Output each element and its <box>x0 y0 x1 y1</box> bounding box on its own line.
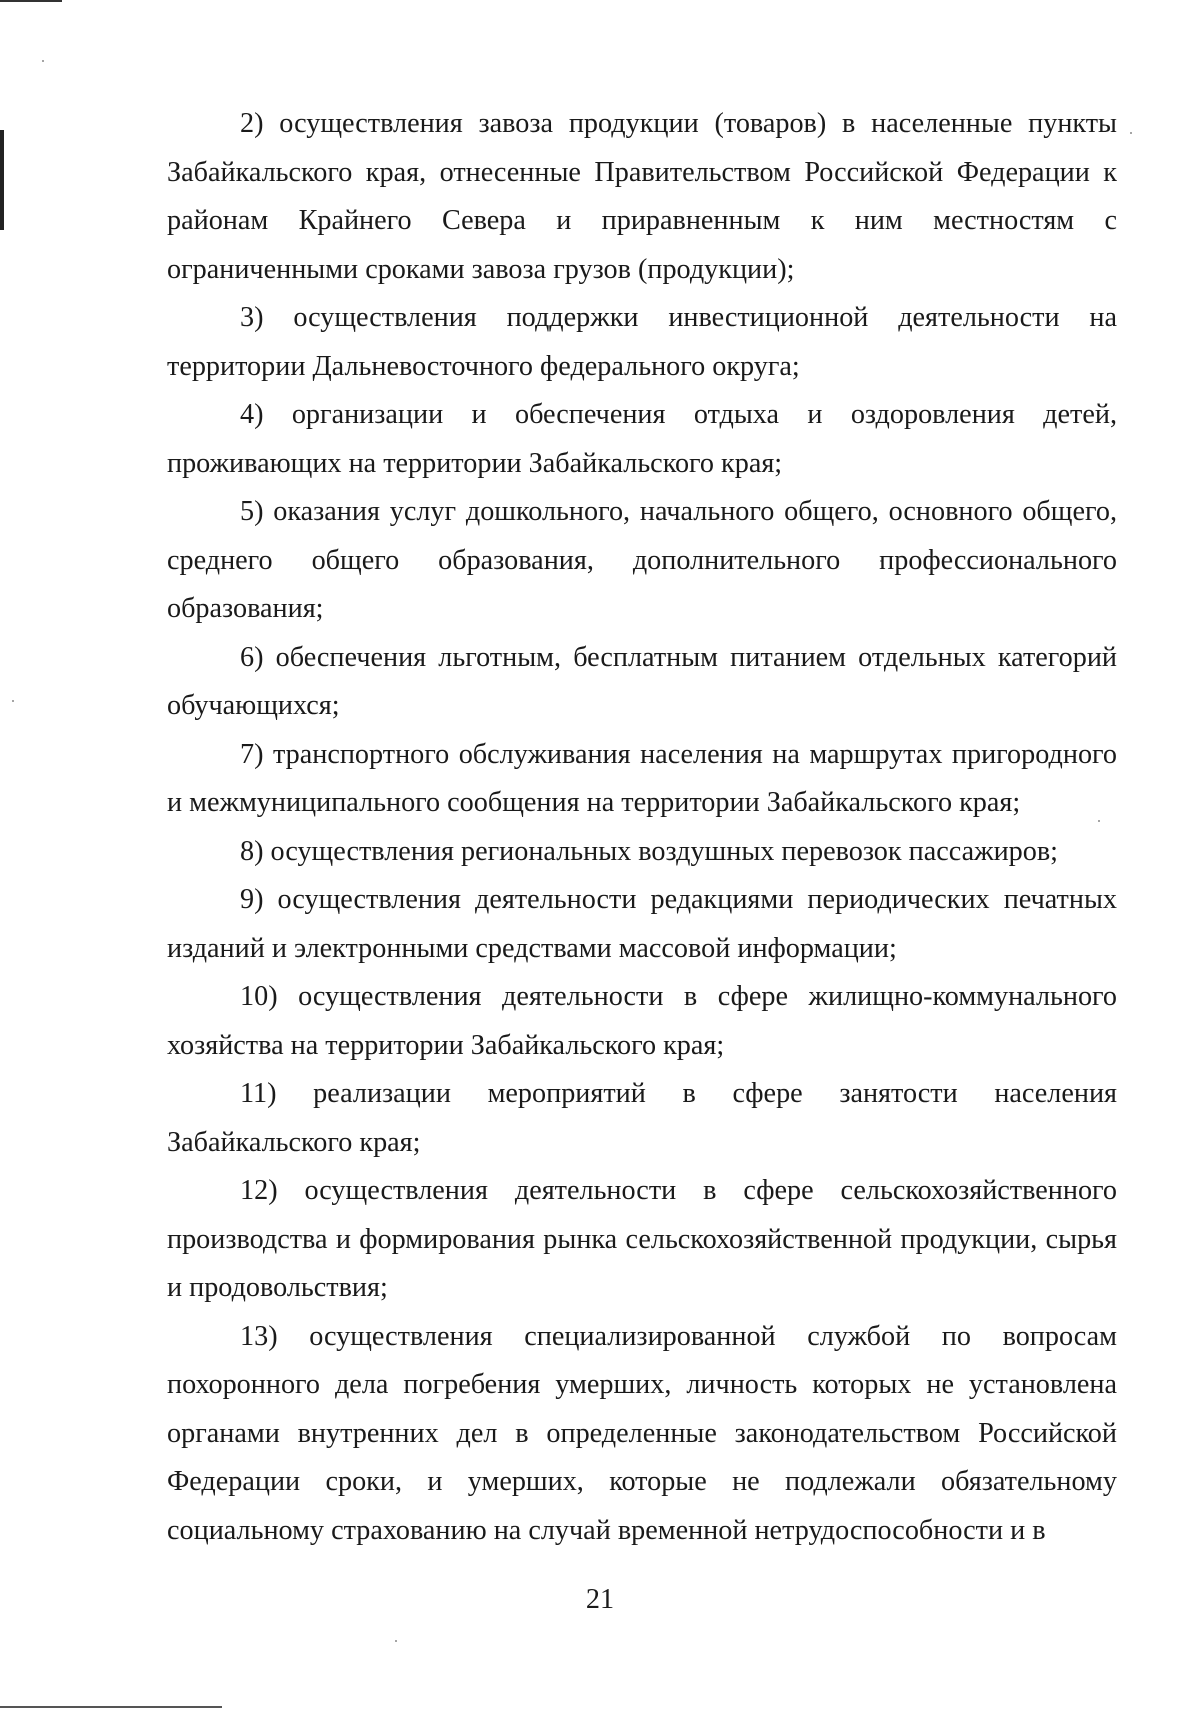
list-item-13: 13) осуществления специализированной службой по вопросам похоронного дела погребения умерших, личность которых не установлена органами внутренних дел в определенные законодательством Российской Федерации сроки, и умерших, которые не подлежали обязательному социальному страхованию на случай временной нетрудоспособности и в <box>167 1320 1117 1546</box>
list-item-4: 4) организации и обеспечения отдыха и оздоровления детей, проживающих на территории Забайкальского края; <box>167 399 1117 479</box>
scan-speck <box>1130 132 1132 134</box>
list-item-2: 2) осуществления завоза продукции (товаров) в населенные пункты Забайкальского края, отнесенные Правительством Российской Федерации к районам Крайнего Севера и приравненным к ним местностям с ограниченными сроками завоза грузов (продукции); <box>167 108 1117 285</box>
page-number: 21 <box>585 1584 615 1615</box>
scan-speck <box>12 700 14 702</box>
scan-speck <box>42 60 44 62</box>
document-body <box>167 100 1117 1555</box>
list-item-7: 7) транспортного обслуживания населения на маршрутах пригородного и межмуниципального сообщения на территории Забайкальского края; <box>167 738 1117 818</box>
scan-speck <box>395 1640 397 1642</box>
scan-edge-mark-left <box>0 130 4 230</box>
list-item-11: 11) реализации мероприятий в сфере занятости населения Забайкальского края; <box>167 1078 1117 1158</box>
list-item-3: 3) осуществления поддержки инвестиционной деятельности на территории Дальневосточного федерального округа; <box>167 302 1117 382</box>
list-item-12: 12) осуществления деятельности в сфере сельскохозяйственного производства и формирования рынка сельскохозяйственной продукции, сырья и продовольствия; <box>167 1175 1117 1303</box>
list-item-6: 6) обеспечения льготным, бесплатным питанием отдельных категорий обучающихся; <box>167 641 1117 721</box>
scan-edge-line-bottom <box>0 1706 222 1708</box>
list-item-9: 9) осуществления деятельности редакциями периодических печатных изданий и электронными средствами массовой информации; <box>167 884 1117 964</box>
list-item-5: 5) оказания услуг дошкольного, начального общего, основного общего, среднего общего образования, дополнительного профессионального образования; <box>167 496 1117 624</box>
list-item-8: 8) осуществления региональных воздушных перевозок пассажиров; <box>240 835 1058 867</box>
scan-edge-line-top <box>0 0 62 2</box>
list-item-10: 10) осуществления деятельности в сфере жилищно-коммунального хозяйства на территории Забайкальского края; <box>167 981 1117 1061</box>
